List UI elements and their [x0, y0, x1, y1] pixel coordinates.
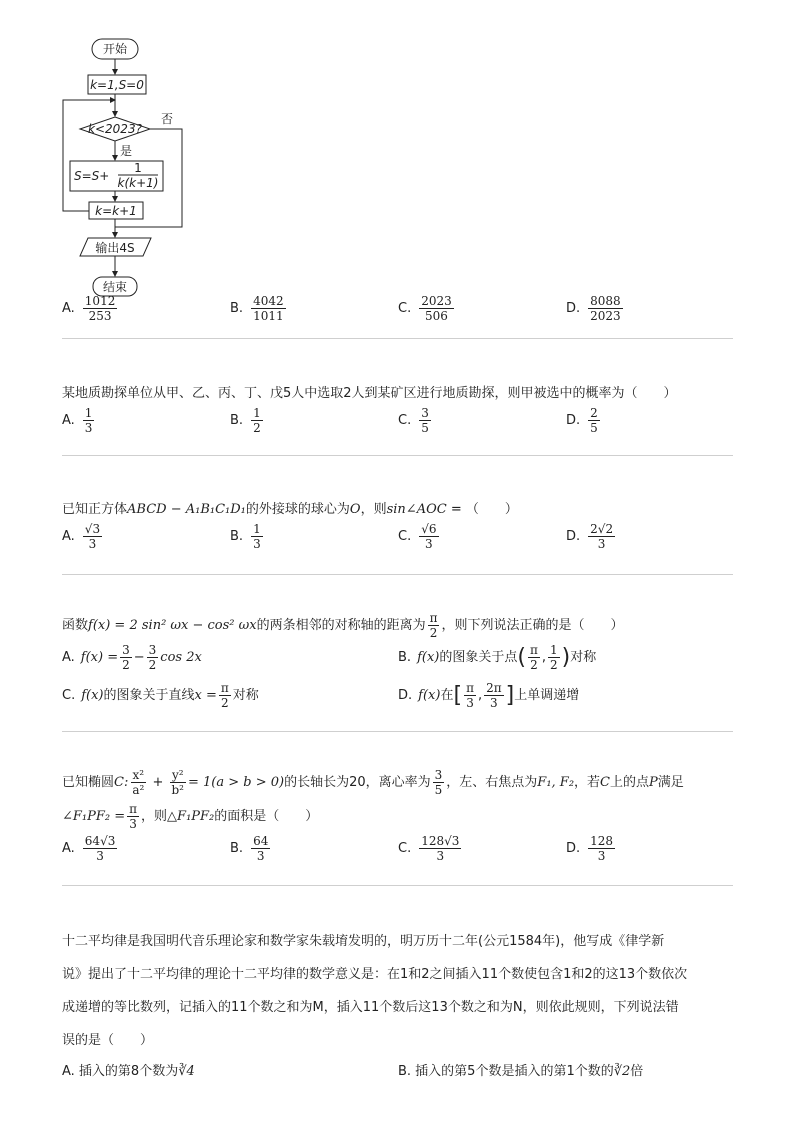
- q3-stem: 已知正方体ABCD − A₁B₁C₁D₁的外接球的球心为O，则sin∠AOC = （ ）: [62, 502, 518, 517]
- q4-option-b[interactable]: B. f(x)的图象关于点( $\frac{\pi}{2}$ , $\frac{1}{2}$ )对称: [398, 643, 597, 672]
- flowchart: [55, 30, 205, 300]
- q1-option-c[interactable]: C. $\frac{2023}{506}$: [398, 294, 452, 323]
- q5-option-a[interactable]: A. $\frac{64√3}{3}$: [62, 834, 116, 863]
- q2-option-c[interactable]: C. $\frac{3}{5}$: [398, 406, 429, 435]
- q3-option-a[interactable]: A. $\frac{√3}{3}$: [62, 522, 101, 551]
- divider: [62, 455, 733, 456]
- q2-option-a[interactable]: A. $\frac{1}{3}$: [62, 406, 93, 435]
- flow-end-text: 结束: [102, 280, 128, 294]
- divider: [62, 574, 733, 575]
- q5-option-b[interactable]: B. $\frac{64}{3}$: [230, 834, 269, 863]
- q4-option-c[interactable]: C. f(x)的图象关于直线x = $\frac{\pi}{2}$ 对称: [62, 681, 259, 710]
- q6-stem-line2: 说》提出了十二平均律的理论十二平均律的数学意义是：在1和2之间插入11个数使包含1和2的这13个数依次: [62, 967, 688, 982]
- q1-option-d[interactable]: D. $\frac{8088}{2023}$: [566, 294, 621, 323]
- q6-stem-line1: 十二平均律是我国明代音乐理论家和数学家朱载堉发明的，明万历十二年(公元1584年)，他写成《律学新: [62, 934, 665, 949]
- divider: [62, 338, 733, 339]
- q5-stem-line1: 已知椭圆C: $\frac{\text{x²}}{\text{a²}}$ + $\frac{\text{y²}}{\text{b²}}$ = 1(a > b > 0)的长轴长为20，离心率为 $\frac{3}{5}$ ，左、右焦点为F₁, F₂，若C上的点P满足: [62, 768, 684, 797]
- flow-body-text: S=S+: [74, 169, 110, 183]
- flow-incr-text: k=k+1: [95, 204, 137, 218]
- q5-option-d[interactable]: D. $\frac{128}{3}$: [566, 834, 614, 863]
- q2-option-b[interactable]: B. $\frac{1}{2}$: [230, 406, 261, 435]
- q4-stem: 函数f(x) = 2 sin² ωx − cos² ωx的两条相邻的对称轴的距离为 $\frac{\pi}{2}$ ，则下列说法正确的是（ ）: [62, 611, 624, 640]
- flow-body-num: 1: [134, 161, 142, 175]
- flow-start-text: 开始: [102, 42, 128, 56]
- q1-option-a[interactable]: A. $\frac{1012}{253}$: [62, 294, 116, 323]
- q4-option-d[interactable]: D. f(x)在[ $\frac{\pi}{3}$ , $\frac{2\pi}{3}$ ]上单调递增: [398, 681, 580, 710]
- flow-no-text: 否: [161, 112, 174, 126]
- q4-option-a[interactable]: A. f(x) = $\frac{3}{2}$ − $\frac{3}{2}$ cos 2x: [62, 643, 202, 672]
- q3-option-b[interactable]: B. $\frac{1}{3}$: [230, 522, 261, 551]
- flow-yes-text: 是: [120, 144, 133, 158]
- flow-cond-text: k<2023?: [88, 122, 142, 136]
- q6-option-b[interactable]: B. 插入的第5个数是插入的第1个数的∛2倍: [398, 1064, 644, 1079]
- q2-option-d[interactable]: D. $\frac{2}{5}$: [566, 406, 598, 435]
- q3-option-c[interactable]: C. $\frac{√6}{3}$: [398, 522, 437, 551]
- flow-output-text: 输出4S: [95, 241, 135, 255]
- q6-stem-line4: 误的是（ ）: [62, 1033, 154, 1048]
- q6-stem-line3: 成递增的等比数列，记插入的11个数之和为M，插入11个数后这13个数之和为N，则依此规则，下列说法错: [62, 1000, 679, 1015]
- q5-option-c[interactable]: C. $\frac{128√3}{3}$: [398, 834, 460, 863]
- flow-init-text: k=1,S=0: [90, 78, 144, 92]
- q2-stem: 某地质勘探单位从甲、乙、丙、丁、戊5人中选取2人到某矿区进行地质勘探，则甲被选中的概率为（ ）: [62, 386, 677, 401]
- q6-option-a[interactable]: A. 插入的第8个数为∛4: [62, 1064, 195, 1079]
- q1-option-b[interactable]: B. $\frac{4042}{1011}$: [230, 294, 284, 323]
- q5-stem-line2: ∠F₁PF₂ = $\frac{\pi}{3}$ ，则△F₁PF₂的面积是（ ）: [62, 802, 319, 831]
- flow-body-den: k(k+1): [117, 176, 159, 190]
- divider: [62, 731, 733, 732]
- divider: [62, 885, 733, 886]
- q3-option-d[interactable]: D. $\frac{2√2}{3}$: [566, 522, 614, 551]
